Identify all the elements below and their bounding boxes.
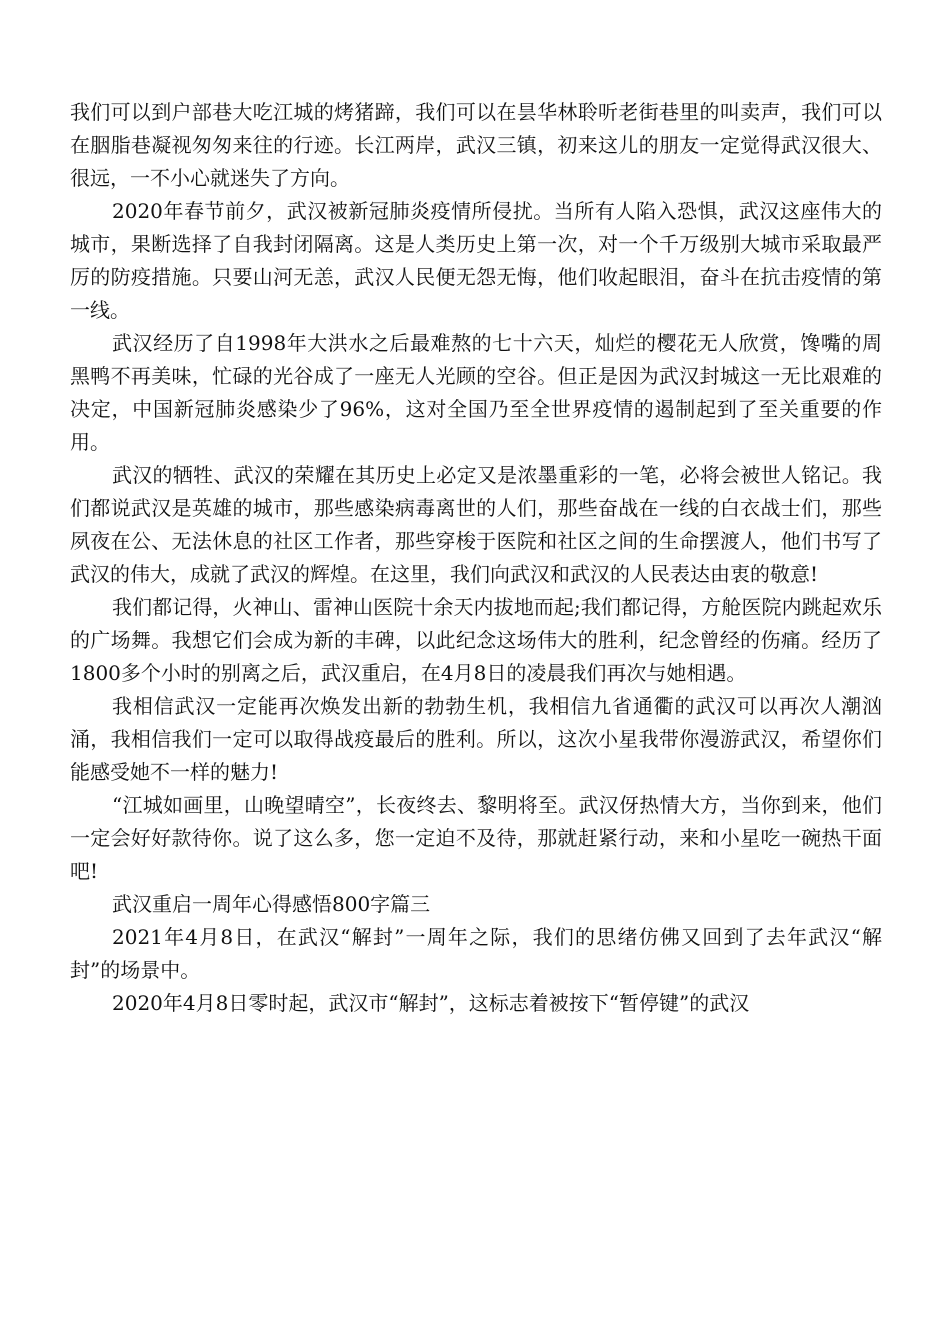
paragraph-continued: 我们可以到户部巷大吃江城的烤猪蹄，我们可以在昙华林聆听老街巷里的叫卖声，我们可以在胭脂巷凝视匆匆来往的行迹。长江两岸，武汉三镇，初来这儿的朋友一定觉得武汉很大、很远，一不小心就迷失了方向。	[70, 100, 882, 190]
paragraph: 我们都记得，火神山、雷神山医院十余天内拔地而起;我们都记得，方舱医院内跳起欢乐的广场舞。我想它们会成为新的丰碑，以此纪念这场伟大的胜利，纪念曾经的伤痛。经历了1800多个小时的别离之后，武汉重启，在4月8日的凌晨我们再次与她相遇。	[70, 595, 882, 685]
section-heading: 武汉重启一周年心得感悟800字篇三	[112, 892, 431, 916]
paragraph: “江城如画里，山晚望晴空”，长夜终去、黎明将至。武汉伢热情大方，当你到来，他们一定会好好款待你。说了这么多，您一定迫不及待，那就赶紧行动，来和小星吃一碗热干面吧!	[70, 793, 882, 883]
paragraph: 武汉的牺牲、武汉的荣耀在其历史上必定又是浓墨重彩的一笔，必将会被世人铭记。我们都说武汉是英雄的城市，那些感染病毒离世的人们，那些奋战在一线的白衣战士们，那些夙夜在公、无法休息的社区工作者，那些穿梭于医院和社区之间的生命摆渡人，他们书写了武汉的伟大，成就了武汉的辉煌。在这里，我们向武汉和武汉的人民表达由衷的敬意!	[70, 463, 882, 586]
document-body	[70, 96, 882, 1020]
paragraph: 2021年4月8日，在武汉“解封”一周年之际，我们的思绪仿佛又回到了去年武汉“解封”的场景中。	[70, 925, 882, 982]
paragraph-truncated: 2020年4月8日零时起，武汉市“解封”，这标志着被按下“暂停键”的武汉	[112, 991, 750, 1015]
paragraph: 2020年春节前夕，武汉被新冠肺炎疫情所侵扰。当所有人陷入恐惧，武汉这座伟大的城市，果断选择了自我封闭隔离。这是人类历史上第一次，对一个千万级别大城市采取最严厉的防疫措施。只要山河无恙，武汉人民便无怨无悔，他们收起眼泪，奋斗在抗击疫情的第一线。	[70, 199, 882, 322]
paragraph: 我相信武汉一定能再次焕发出新的勃勃生机，我相信九省通衢的武汉可以再次人潮汹涌，我相信我们一定可以取得战疫最后的胜利。所以，这次小星我带你漫游武汉，希望你们能感受她不一样的魅力!	[70, 694, 882, 784]
paragraph: 武汉经历了自1998年大洪水之后最难熬的七十六天，灿烂的樱花无人欣赏，馋嘴的周黑鸭不再美味，忙碌的光谷成了一座无人光顾的空谷。但正是因为武汉封城这一无比艰难的决定，中国新冠肺炎感染少了96%，这对全国乃至全世界疫情的遏制起到了至关重要的作用。	[70, 331, 882, 454]
